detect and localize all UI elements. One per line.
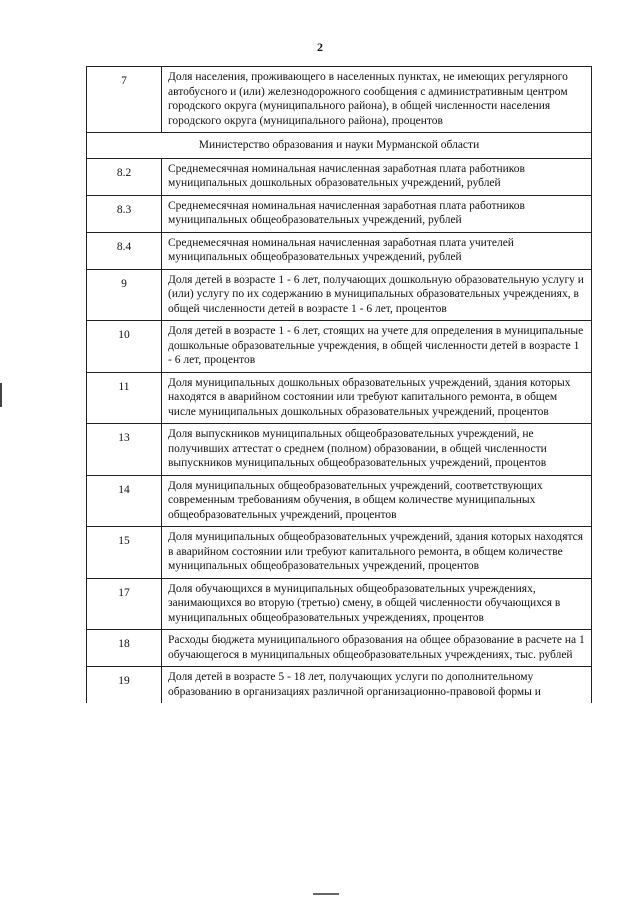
row-number: 8.3 xyxy=(87,195,162,232)
row-number: 11 xyxy=(87,372,162,424)
row-number: 9 xyxy=(87,269,162,321)
row-description: Среднемесячная номинальная начисленная заработная плата учителей муниципальных общеобразовательных учреждений, рублей xyxy=(162,232,592,269)
row-description: Доля детей в возрасте 1 - 6 лет, получающих дошкольную образовательную услугу и (или) услугу по их содержанию в муниципальных образовательных учреждениях, в общей численности детей в возрасте 1 - 6 лет, процентов xyxy=(162,269,592,321)
row-number: 15 xyxy=(87,527,162,579)
row-description: Среднемесячная номинальная начисленная заработная плата работников муниципальных дошкольных образовательных учреждений, рублей xyxy=(162,158,592,195)
table-row xyxy=(87,232,592,269)
row-description: Доля обучающихся в муниципальных общеобразовательных учреждениях, занимающихся во вторую (третью) смену, в общей численности обучающихся в муниципальных общеобразовательных учреждениях, процентов xyxy=(162,578,592,630)
page-number: 2 xyxy=(317,40,323,54)
indicators-table-body xyxy=(87,67,592,704)
row-description: Расходы бюджета муниципального образования на общее образование в расчете на 1 обучающегося в муниципальных общеобразовательных учреждениях, тыс. рублей xyxy=(162,630,592,667)
row-description: Доля муниципальных общеобразовательных учреждений, соответствующих современным требованиям обучения, в общем количестве муниципальных общеобразовательных учреждений, процентов xyxy=(162,475,592,527)
table-row xyxy=(87,630,592,667)
table-row xyxy=(87,269,592,321)
table-row xyxy=(87,321,592,373)
table-row xyxy=(87,578,592,630)
table-row xyxy=(87,67,592,133)
row-number: 8.4 xyxy=(87,232,162,269)
row-description: Доля выпускников муниципальных общеобразовательных учреждений, не получивших аттестат о среднем (полном) образовании, в общей численности выпускников муниципальных общеобразовательных учреждений, процентов xyxy=(162,424,592,476)
row-number: 7 xyxy=(87,67,162,133)
table-row xyxy=(87,372,592,424)
table-row xyxy=(87,195,592,232)
row-number: 10 xyxy=(87,321,162,373)
scan-bottom-mark xyxy=(313,893,339,895)
row-description: Доля муниципальных общеобразовательных учреждений, здания которых находятся в аварийном состоянии или требуют капитального ремонта, в общем количестве муниципальных общеобразовательных учреждений, процентов xyxy=(162,527,592,579)
row-number: 8.2 xyxy=(87,158,162,195)
row-description: Доля детей в возрасте 5 - 18 лет, получающих услуги по дополнительному образованию в организациях различной организационно-правовой формы и xyxy=(162,667,592,704)
table-row xyxy=(87,475,592,527)
row-description: Доля детей в возрасте 1 - 6 лет, стоящих на учете для определения в муниципальные дошкольные образовательные учреждения, в общей численности детей в возрасте 1 - 6 лет, процентов xyxy=(162,321,592,373)
row-description: Доля населения, проживающего в населенных пунктах, не имеющих регулярного автобусного и (или) железнодорожного сообщения с административным центром городского округа (муниципального района), в общей численности населения городского округа (муниципального района), процентов xyxy=(162,67,592,133)
row-description: Доля муниципальных дошкольных образовательных учреждений, здания которых находятся в аварийном состоянии или требуют капитального ремонта, в общем числе муниципальных дошкольных образовательных учреждений, процентов xyxy=(162,372,592,424)
row-number: 18 xyxy=(87,630,162,667)
row-description: Среднемесячная номинальная начисленная заработная плата работников муниципальных общеобразовательных учреждений, рублей xyxy=(162,195,592,232)
scan-margin-mark xyxy=(0,383,2,407)
section-heading: Министерство образования и науки Мурманской области xyxy=(87,133,592,159)
row-number: 14 xyxy=(87,475,162,527)
table-row xyxy=(87,158,592,195)
table-row xyxy=(87,527,592,579)
row-number: 17 xyxy=(87,578,162,630)
section-heading-row xyxy=(87,133,592,159)
row-number: 19 xyxy=(87,667,162,704)
row-number: 13 xyxy=(87,424,162,476)
table-row xyxy=(87,424,592,476)
indicators-table xyxy=(86,66,592,703)
table-row xyxy=(87,667,592,704)
